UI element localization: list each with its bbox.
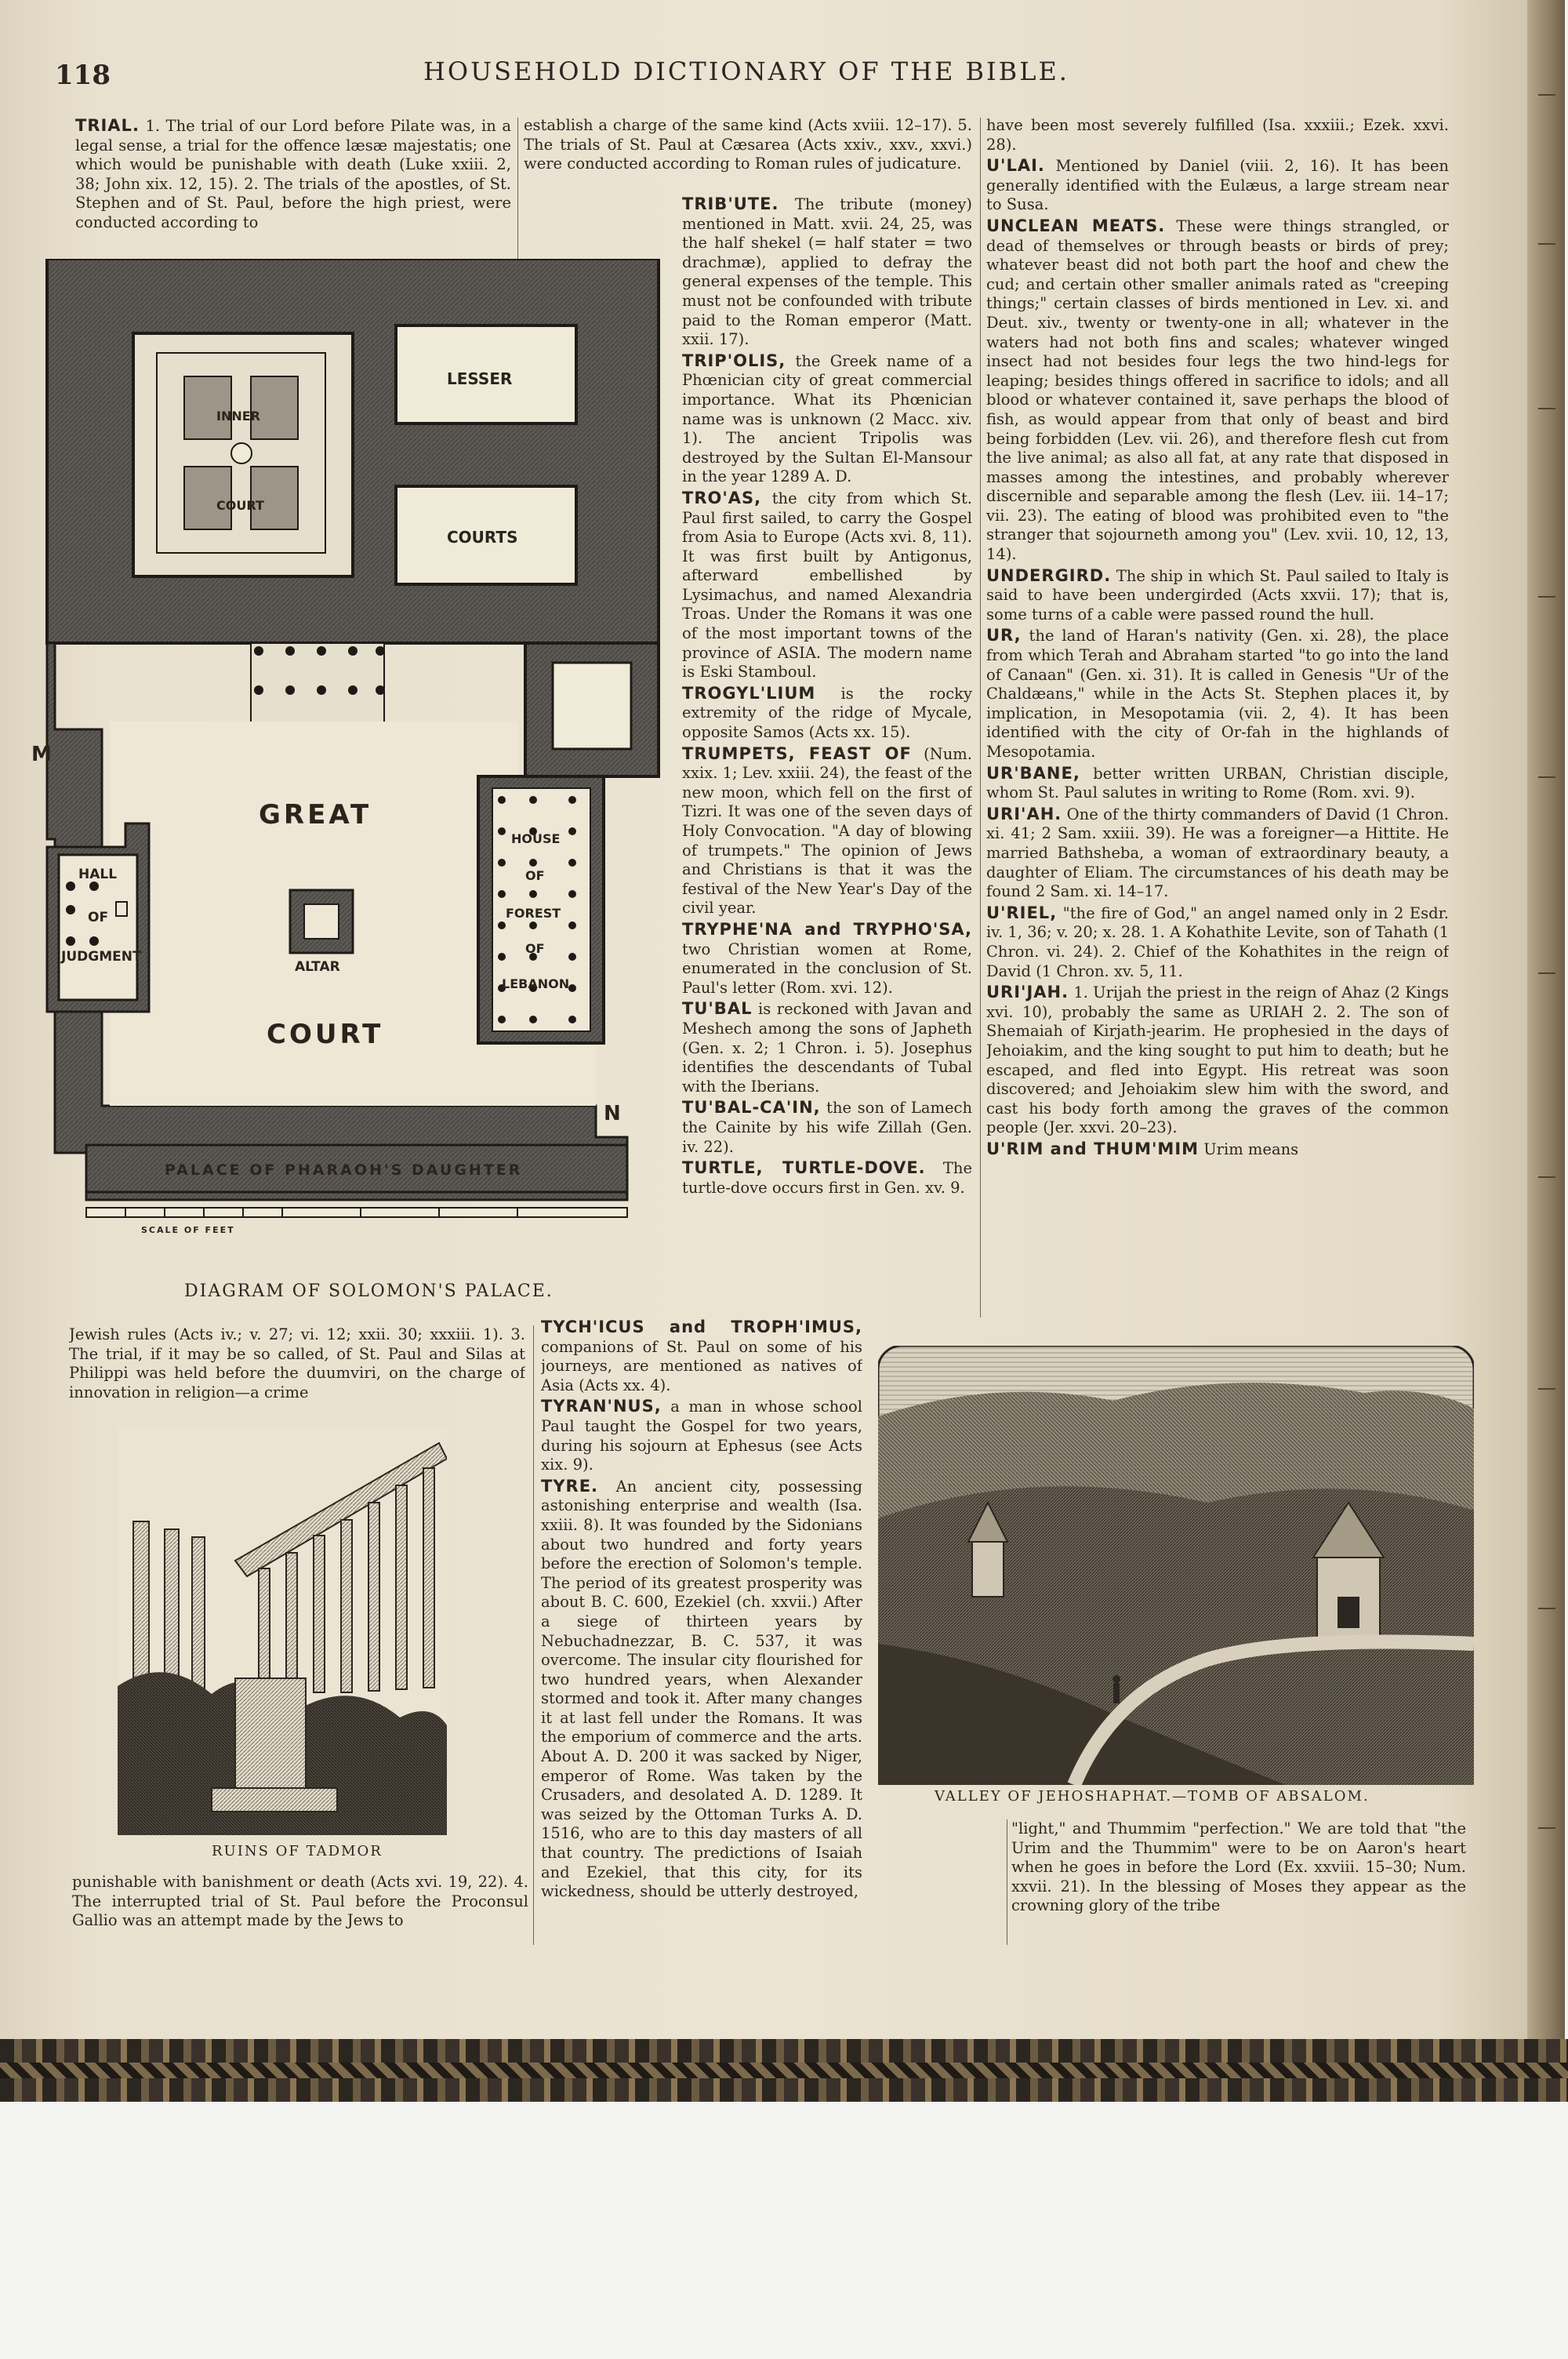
column-1-top [75,116,511,257]
headword-tripolis: TRIP'OLIS, [682,351,786,370]
entry-urim: Urim means [1203,1140,1299,1158]
label-judgment: JUDGMENT [61,949,142,965]
headword-tychicus: TYCH'ICUS and TROPH'IMUS, [541,1318,862,1336]
headword-undergird: UNDERGIRD. [986,565,1112,585]
label-pharaoh: PALACE OF PHARAOH'S DAUGHTER [165,1161,523,1179]
label-of-2: OF [525,941,545,956]
entry-tyre: An ancient city, possessing astonishing enterprise and wealth (Isa. xxiii. 8). It was founded by the Sidonians about two hundred and forty years before the erection of Solomon's temple. The period of its greatest prosperity was about B. C. 600, Ezekiel (ch. xxvii.) After a siege of thirteen years by Nebuchadnezzar, B. C. 537, it was overcome. The insular city flourished for two hundred years, when Alexander stormed and took it. After many changes it at last fell under the Romans. It was the emporium of commerce and the arts. About A. D. 200 it was sacked by Niger, emperor of Rome. Was taken by the Crusaders, and desolated A. D. 1289. It was seized by the Ottoman Turks A. D. 1516, who are to this day masters of all that country. The predictions of Isaiah and Ezekiel, that this city, for its wickedness, should be utterly destroyed, [541,1477,862,1901]
entry-tychicus: companions of St. Paul on some of his journeys, are mentioned as natives of Asia (Acts xx. 4). [541,1337,862,1394]
entry-unclean-meats: These were things strangled, or dead of themselves or through beasts or birds of prey; whatever beast did not both part the hoof and chew the cud; and certain other smaller animals rated as "creeping things;" certain classes of birds mentioned in Lev. xi. and Deut. xiv., twenty or twenty-one in all; whatever in the waters had not both fins and scales; whatever winged insect had not besides four legs the two hind-legs for leaping; besides things offered in sacrifice to idols; and all blood or whatever contained it, save perhaps the blood of fish, as would appear from that only of beast and bird being forbidden (Lev. vii. 26), and therefore flesh cut from the live animal; as also all fat, at any rate that disposed in masses among the intestines, and probably wherever discernible and separable among the flesh (Lev. iii. 14–17; vii. 23). The eating of blood was prohibited even to "the stranger that sojourneth among you" (Lev. xvii. 10, 12, 13, 14). [986,216,1449,564]
headword-tribute: TRIB'UTE. [682,194,779,213]
column-2-main [682,194,972,1316]
headword-ulai: U'LAI. [986,156,1045,176]
marker-n: N [604,1102,621,1125]
headword-uriah: URI'AH. [986,804,1062,823]
label-inner: INNER [216,409,260,423]
column-rule-2 [980,118,981,1318]
headword-trogyllium: TROGYL'LIUM [682,683,816,703]
entry-trogyllium: is the rocky extremity of the ridge of Mycale, opposite Samos (Acts xx. 15). [682,684,972,742]
column-rule-3 [533,1325,534,1945]
label-of: OF [88,910,109,925]
entry-urim-continued: "light," and Thummim "perfection." We are told that "the Urim and the Thummim" were to be on Aaron's heart when he goes in before the Lord (Ex. xxviii. 15–30; Num. xxvii. 21). In the blessing of Moses they appear as the crowning glory of the tribe [1011,1819,1466,1915]
headword-trumpets: TRUMPETS, FEAST OF [682,743,912,763]
headword-tyre: TYRE. [541,1476,599,1496]
entry-tripolis: the Greek name of a Phœnician city of great commercial importance. What its Phœnician name was is unknown (2 Macc. xiv. 1). The ancient Tripolis was destroyed by the Sultan El-Mansour in the year 1289 A. D. [682,351,972,486]
headword-trial: TRIAL. [75,116,140,135]
book-binding [0,2039,1568,2102]
label-altar: ALTAR [295,959,340,975]
label-hall: HALL [78,867,118,882]
entry-uriel: "the fire of God," an angel named only in 2 Esdr. iv. 1, 36; v. 20; x. 28. 1. A Kohathite Levite, son of Tahath (1 Chron. vi. 24). 2. Chief of the Kohathites in the reign of David (1 Chron. xv. 5, 11. [986,903,1449,980]
entry-tyre-conclusion: have been most severely fulfilled (Isa. xxxiii.; Ezek. xxvi. 28). [986,116,1449,154]
label-court-small: COURT [216,498,264,513]
column-3-bottom [1011,1819,1466,1945]
column-rule-1 [517,118,518,259]
label-court: COURT [267,1019,384,1050]
entry-tryphena: two Christian women at Rome, enumerated in the conclusion of St. Paul's letter (Rom. xvi. 12). [682,940,972,997]
label-house: HOUSE [511,831,561,846]
headword-troas: TRO'AS, [682,488,762,507]
entry-troas: the city from which St. Paul first sailed, to carry the Gospel from Asia to Europe (Acts xvi. 8, 11). It was first built by Antigonus, afterward embellished by Lysimachus, and named Alexandria Troas. Under the Romans it was one of the most important towns of the province of ASIA. The modern name is Eski Stamboul. [682,489,972,682]
column-2-top [524,116,972,202]
label-lesser: LESSER [447,369,513,388]
label-forest: FOREST [506,906,561,921]
entry-turtle: The turtle-dove occurs first in Gen. xv. 9. [682,1159,972,1197]
headword-urijah: URI'JAH. [986,983,1069,1002]
tadmor-ruins-engraving [118,1427,447,1835]
entry-trial-continued: establish a charge of the same kind (Acts xviii. 12–17). 5. The trials of St. Paul at Cæsarea (Acts xxiv., xxv., xxvi.) were conducted according to Roman rules of judicature. [524,116,972,173]
running-title: HOUSEHOLD DICTIONARY OF THE BIBLE. [423,56,1069,86]
headword-tyrannus: TYRAN'NUS, [541,1397,662,1416]
headword-turtle: TURTLE, TURTLE-DOVE. [682,1158,926,1178]
label-courts: COURTS [447,528,518,547]
entry-tyrannus: a man in whose school Paul taught the Gospel for two years, during his sojourn at Ephesus (see Acts xix. 9). [541,1398,862,1474]
marker-m: M [31,743,52,766]
headword-tryphena: TRYPHE'NA and TRYPHO'SA, [682,919,972,939]
entry-ulai: Mentioned by Daniel (viii. 2, 16). It has been generally identified with the Eulæus, a large stream near to Susa. [986,157,1449,214]
label-lebanon: LEBANON [502,976,570,991]
headword-tubal: TU'BAL [682,999,753,1019]
page-edge [1527,0,1565,2039]
entry-trial-gallio: punishable with banishment or death (Acts xvi. 19, 22). 4. The interrupted trial of St. Paul before the Proconsul Gallio was an attempt made by the Jews to [72,1873,528,1930]
entry-tribute: The tribute (money) mentioned in Matt. xvii. 24, 25, was the half shekel (= half stater = two drachmæ), applied to defray the general expenses of the temple. This must not be confounded with tribute paid to the Roman emperor (Matt. xxii. 17). [682,195,972,349]
solomon-palace-diagram [31,259,674,1270]
entry-urbane: better written URBAN, Christian disciple, whom St. Paul salutes in writing to Rome (Rom. xvi. 9). [986,764,1449,802]
entry-tubal: is reckoned with Javan and Meshech among the sons of Japheth (Gen. x. 2; 1 Chron. i. 5). Josephus identifies the descendants of Tubal with the Iberians. [682,1000,972,1096]
entry-trial: 1. The trial of our Lord before Pilate was, in a legal sense, a trial for the offence læsæ majestatis; one which would be punishable with death (Luke xxiii. 2, 38; John xix. 12, 15). 2. The trials of the apostles, of St. Stephen and of St. Paul, before the high priest, were conducted according to [75,117,511,231]
label-great: GREAT [259,799,372,831]
entry-ur: the land of Haran's nativity (Gen. xi. 28), the place from which Terah and Abraham started "to go into the land of Canaan" (Gen. xi. 31). It is called in Genesis "Ur of the Chaldæans," while in the Acts St. Stephen places it, by implication, in Mesopotamia (vii. 2, 4). It has been identified with the city of Or-fah in the highlands of Mesopotamia. [986,627,1449,761]
entry-tubalcain: the son of Lamech the Cainite by his wife Zillah (Gen. iv. 22). [682,1099,972,1156]
column-1-bottom [72,1873,528,1943]
headword-urim: U'RIM and THUM'MIM [986,1139,1200,1158]
column-2-lower [541,1318,862,1945]
tadmor-caption: RUINS OF TADMOR [212,1843,383,1859]
jehoshaphat-valley-engraving [878,1346,1474,1785]
headword-uriel: U'RIEL, [986,903,1058,922]
column-1-middle [69,1325,525,1412]
entry-trumpets: (Num. xxix. 1; Lev. xxiii. 24), the feast of the new moon, which fell on the first of Tizri. It was one of the seven days of Holy Convocation. "A day of blowing of trumpets." The opinion of Jews and Christians is that it was the festival of the New Year's Day of the civil year. [682,744,972,918]
palace-caption: DIAGRAM OF SOLOMON'S PALACE. [184,1281,554,1301]
column-3 [986,116,1449,1324]
entry-trial-rules: Jewish rules (Acts iv.; v. 27; vi. 12; xxii. 30; xxxiii. 1). 3. The trial, if it may be so called, of St. Paul and Silas at Philippi was held before the duumviri, on the charge of innovation in religion—a crime [69,1325,525,1401]
entry-urijah: 1. Urijah the priest in the reign of Ahaz (2 Kings xvi. 10), probably the same as URIAH 2. 2. The son of Shemaiah of Kirjath-jearim. He prophesied in the days of Jehoiakim, and the king sought to put him to death; but he escaped, and fled into Egypt. His retreat was soon discovered; and Jehoiakim slew him with the sword, and cast his body forth among the graves of the common people (Jer. xxvi. 20–23). [986,983,1449,1137]
scale-bar [86,1208,627,1217]
headword-urbane: UR'BANE, [986,763,1080,783]
entry-undergird: The ship in which St. Paul sailed to Italy is said to have been undergirded (Acts xxvii. 17); that is, some turns of a cable were passed round the hull. [986,566,1449,623]
headword-tubalcain: TU'BAL-CA'IN, [682,1098,821,1118]
headword-unclean-meats: UNCLEAN MEATS. [986,216,1166,235]
jehoshaphat-caption: VALLEY OF JEHOSHAPHAT.—TOMB OF ABSALOM. [935,1788,1370,1805]
label-of-1: OF [525,868,545,883]
entry-uriah: One of the thirty commanders of David (1 Chron. xi. 41; 2 Sam. xxiii. 39). He was a foreigner—a Hittite. He married Bathsheba, a woman of extraordinary beauty, a daughter of Eliam. The circumstances of his death may be found 2 Sam. xi. 14–17. [986,805,1449,901]
page-number: 118 [55,60,111,91]
label-scale: SCALE OF FEET [141,1225,235,1235]
headword-ur: UR, [986,626,1022,645]
